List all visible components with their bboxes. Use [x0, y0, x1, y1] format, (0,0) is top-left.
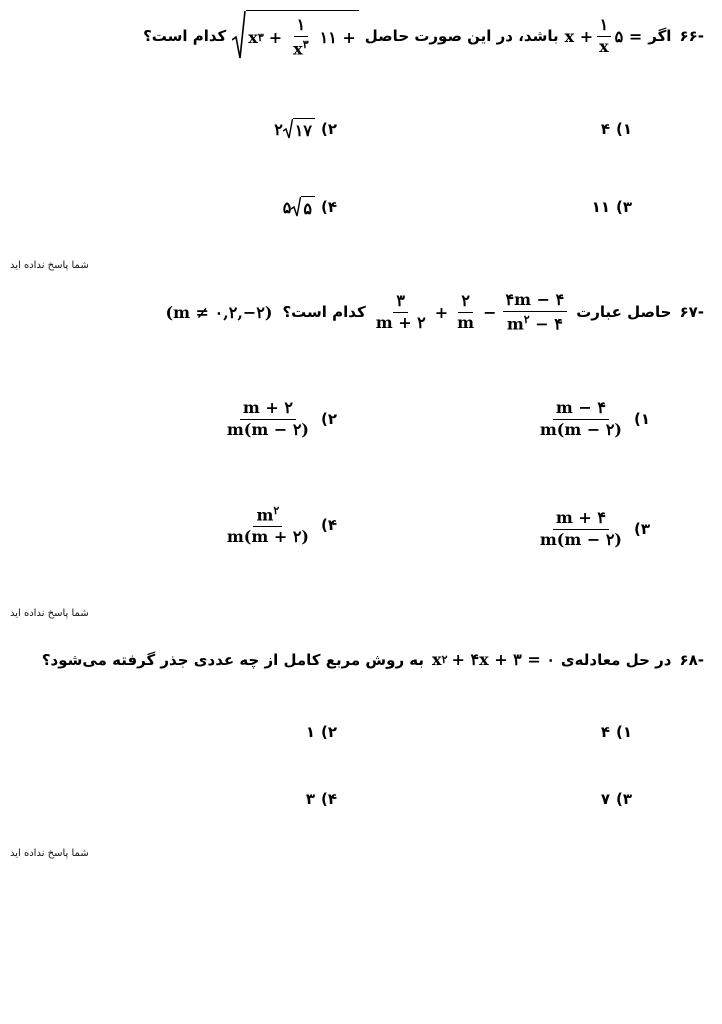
- question-number: -۶۶: [679, 27, 704, 45]
- question-text: به روش مربع کامل از چه عددی جذر گرفته می‌شود؟: [41, 650, 425, 669]
- question-text: کدام است؟: [143, 27, 227, 45]
- question-text: در حل معادله‌ی: [560, 650, 672, 669]
- answer-status: شما پاسخ نداده اید: [10, 608, 89, 619]
- fraction: $\frac{۴m - ۴}{m^۲ - ۴}$: [503, 292, 568, 333]
- option-4[interactable]: ۴) ۳: [305, 790, 337, 808]
- question-66-title: [143, 10, 704, 62]
- radical: x ۳ + $\frac{۱}{x^۳}$ ۱۱ +: [232, 10, 359, 62]
- option-2[interactable]: ۲) $\frac{m + ۲}{m(m - ۲)}$: [226, 398, 337, 439]
- radical-sign-icon: [232, 10, 246, 62]
- fraction: $\frac{۱}{x}$: [596, 17, 612, 56]
- question-text: حاصل عبارت: [576, 303, 672, 322]
- option-3[interactable]: ۳) ۷: [600, 790, 632, 808]
- equation: x + $\frac{۱}{x}$ ۵ =: [564, 14, 643, 56]
- option-2[interactable]: ۲) ۱: [305, 723, 337, 741]
- expression: $\frac{۳}{m + ۲}$ + $\frac{۲}{m}$ − $\frac{۴m - ۴}{m^۲ - ۴}$: [370, 292, 571, 333]
- fraction: $\frac{۳}{m + ۲}$: [375, 291, 426, 332]
- condition: (m ≠ ۰,۲,−۲): [165, 302, 273, 322]
- question-67-title: [166, 292, 704, 333]
- question-text: باشد، در این صورت حاصل: [364, 27, 559, 45]
- question-68-title: [42, 650, 704, 669]
- question-number: -۶۷: [679, 303, 704, 322]
- equation: x ۲ + ۴x + ۳ = ۰: [432, 650, 555, 669]
- question-number: -۶۸: [679, 650, 704, 669]
- fraction: $\frac{۱}{x^۳}$: [293, 15, 309, 59]
- option-4[interactable]: ۴) ۵ ۵: [282, 197, 337, 218]
- radical-sign-icon: [291, 196, 301, 218]
- radical-sign-icon: [283, 118, 293, 140]
- option-1[interactable]: ۱) ۴: [600, 120, 632, 138]
- option-4[interactable]: ۴) $\frac{m^۲}{m(m + ۲)}$: [226, 504, 337, 547]
- question-text: اگر: [648, 27, 672, 45]
- option-1[interactable]: ۱) ۴: [600, 723, 632, 741]
- option-3[interactable]: ۳) ۱۱: [591, 198, 632, 216]
- answer-status: شما پاسخ نداده اید: [10, 848, 89, 859]
- fraction: $\frac{۲}{m}$: [457, 291, 475, 332]
- radical-expression: [232, 10, 359, 62]
- option-2[interactable]: ۲) ۲ ۱۷: [274, 119, 337, 140]
- option-1[interactable]: ۱) $\frac{m - ۴}{m(m - ۲)}$: [539, 398, 650, 439]
- question-text: کدام است؟: [282, 303, 366, 322]
- answer-status: شما پاسخ نداده اید: [10, 260, 89, 271]
- option-3[interactable]: ۳) $\frac{m + ۴}{m(m - ۲)}$: [539, 508, 650, 549]
